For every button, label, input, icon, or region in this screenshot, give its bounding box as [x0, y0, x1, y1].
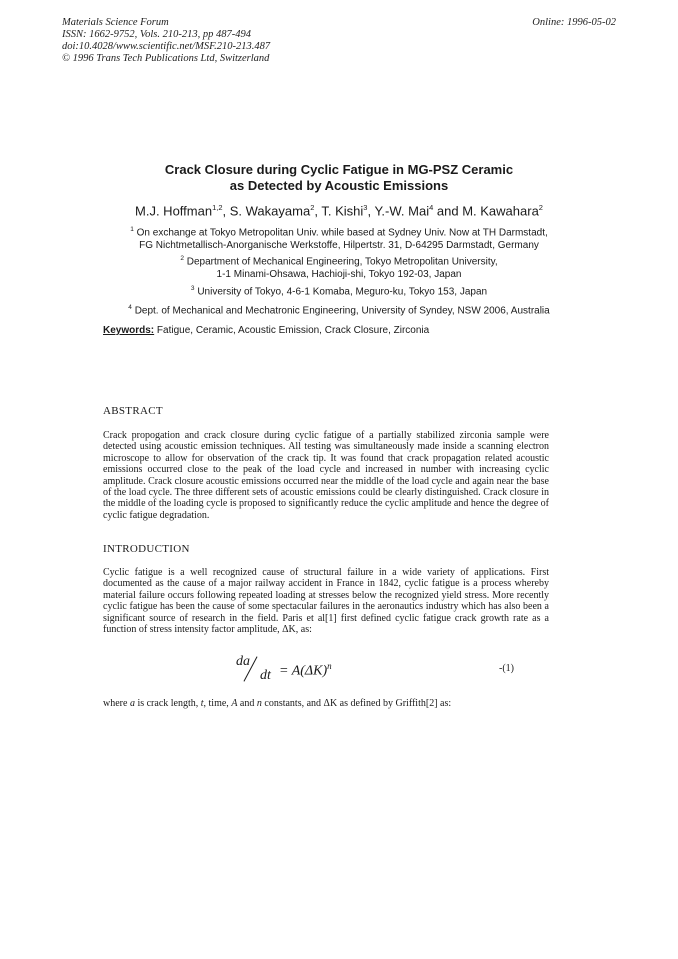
equation-numerator: da [236, 654, 250, 669]
text-run: , time, [203, 698, 232, 709]
author-separator: and [433, 203, 463, 219]
variable-t: t [200, 698, 204, 709]
affiliation-number: 3 [190, 285, 195, 292]
text-run: and [237, 698, 257, 709]
journal-name: Materials Science Forum [62, 17, 169, 28]
affiliation-number: 2 [180, 255, 184, 262]
abstract-heading: ABSTRACT [103, 405, 163, 417]
affiliation-1 [90, 224, 588, 252]
equation-number: -(1) [499, 663, 514, 674]
author-name: S. Wakayama [229, 203, 311, 219]
affiliation-2 [90, 253, 588, 281]
affiliation-3 [90, 283, 588, 299]
author-affiliation-mark: 4 [429, 203, 434, 212]
text-run: constants, and ΔK as defined by Griffith[2] as: [261, 698, 452, 709]
copyright-line: © 1996 Trans Tech Publications Ltd, Switzerland [62, 53, 270, 64]
publication-metadata [62, 17, 270, 65]
equation-exponent: n [327, 661, 332, 671]
keywords-label: Keywords: [103, 325, 155, 336]
issn-line: ISSN: 1662-9752, Vols. 210-213, pp 487-494 [62, 29, 251, 40]
author-name: Y.-W. Mai [374, 203, 430, 219]
affiliation-number: 1 [130, 226, 134, 233]
author-name: M.J. Hoffman [135, 203, 213, 219]
keywords-text: Fatigue, Ceramic, Acoustic Emission, Crack Closure, Zirconia [156, 325, 430, 336]
introduction-heading: INTRODUCTION [103, 543, 190, 555]
variable-a: a [129, 698, 135, 709]
author-name: M. Kawahara [462, 203, 539, 219]
equation-rhs [279, 661, 332, 680]
equation-rhs-prefix: = A(ΔK) [279, 663, 328, 679]
paper-title [100, 162, 578, 194]
variable-n: n [256, 698, 262, 709]
introduction-text: Cyclic fatigue is a well recognized cause of structural failure in a wide variety of applications. First documented as the cause of a major railway accident in France in 1842, cyclic fatigue is a process whereby material failure occurs following repeated loading at stresses below the recognized yield stress. More recently cyclic fatigue has been the cause of some spectacular failures in the aeronautics industry which has also been a significant source of research in the field. Paris et al[1] first defined cyclic fatigue crack growth rate as a function of stress intensity factor amplitude, ΔK, as: [103, 567, 549, 636]
author-separator: , [222, 203, 230, 219]
text-run: where [103, 698, 130, 709]
author-separator: , [314, 203, 322, 219]
affiliation-line: Dept. of Mechanical and Mechatronic Engineering, University of Syndey, NSW 2006, Australia [134, 305, 550, 317]
affiliation-line: University of Tokyo, 4-6-1 Komaba, Meguro-ku, Tokyo 153, Japan [197, 286, 488, 298]
author-affiliation-mark: 2 [538, 203, 543, 212]
author-separator: , [367, 203, 375, 219]
abstract-text: Crack propogation and crack closure during cyclic fatigue of a partially stabilized zirconia sample were detected using acoustic emission techniques. All testing was simultaneously made inside a scanning electron microscope to allow for observation of the crack tip. It was found that crack propagation related acoustic emissions occurred close to the peak of the load cycle and increased in number with increasing cyclic amplitude. Crack closure acoustic emissions occurred near the middle of the load cycle and again near the base of the load cycle. The three different sets of acoustic emissions could be clearly distinguished. Crack closure in the middle of the loading cycle is proposed to significantly reduce the cyclic amplitude and hence the degree of cyclic fatigue degradation. [103, 430, 549, 521]
text-run: is crack length, [134, 698, 201, 709]
affiliation-number: 4 [128, 304, 132, 311]
author-affiliation-mark: 2 [310, 203, 315, 212]
variable-A: A [231, 698, 238, 709]
author-list [80, 203, 598, 218]
author-name: T. Kishi [321, 203, 364, 219]
keywords-line [103, 325, 429, 336]
equation-followup-text [103, 698, 451, 709]
affiliation-line: On exchange at Tokyo Metropolitan Univ. while based at Sydney Univ. Now at TH Darmstadt, [136, 227, 548, 239]
affiliation-4 [90, 302, 588, 318]
affiliation-line: Department of Mechanical Engineering, Tokyo Metropolitan University, [186, 256, 498, 268]
author-affiliation-mark: 3 [363, 203, 368, 212]
affiliation-line: 1-1 Minami-Ohsawa, Hachioji-shi, Tokyo 192-03, Japan [216, 268, 462, 280]
online-date: Online: 1996-05-02 [532, 17, 616, 28]
paris-law-equation [236, 652, 366, 688]
affiliation-line: FG Nichtmetallisch-Anorganische Werkstoffe, Hilpertstr. 31, D-64295 Darmstadt, Germany [139, 239, 539, 251]
title-line-2: as Detected by Acoustic Emissions [229, 178, 449, 193]
title-line-1: Crack Closure during Cyclic Fatigue in MG-PSZ Ceramic [164, 162, 514, 177]
equation-denominator: dt [260, 668, 271, 683]
doi-line[interactable]: doi:10.4028/www.scientific.net/MSF.210-213.487 [62, 41, 271, 52]
author-affiliation-mark: 1,2 [212, 203, 223, 212]
